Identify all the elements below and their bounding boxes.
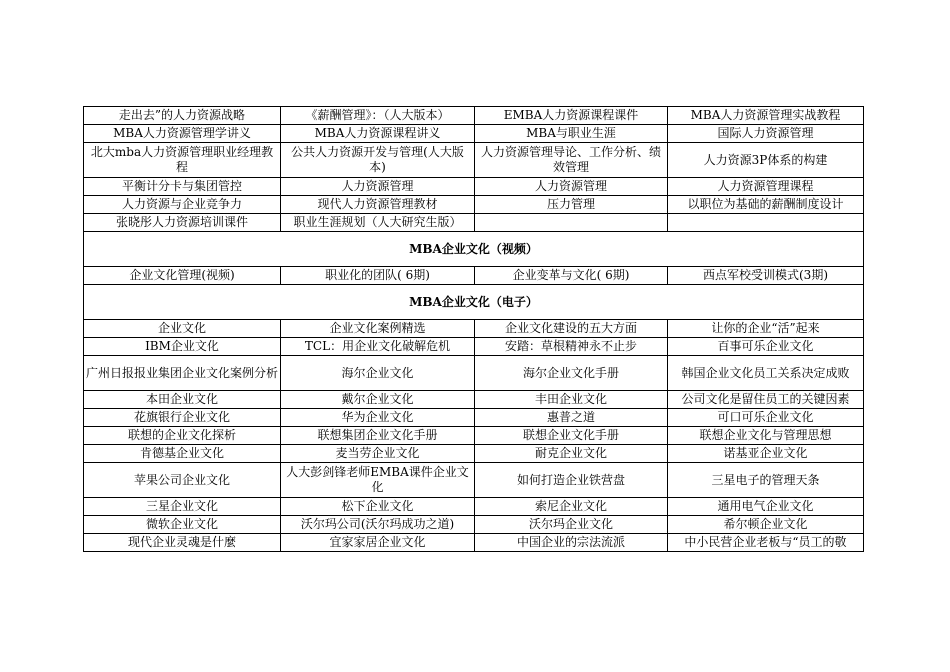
table-cell: 公共人力资源开发与管理(人大版本) — [281, 143, 475, 178]
table-cell: 企业文化 — [84, 320, 281, 338]
table-cell: TCL：用企业文化破解危机 — [281, 338, 475, 356]
table-cell: 耐克企业文化 — [475, 445, 668, 463]
table-cell: 本田企业文化 — [84, 391, 281, 409]
section-title-ebook: MBA企业文化（电子） — [84, 285, 864, 320]
table-cell: 人力资源3P体系的构建 — [668, 143, 864, 178]
table-cell: 三星电子的管理天条 — [668, 463, 864, 498]
table-cell: 职业生涯规划（人大研究生版） — [281, 214, 475, 232]
table-cell: 安踏：草根精神永不止步 — [475, 338, 668, 356]
table-cell: 三星企业文化 — [84, 498, 281, 516]
table-row — [84, 214, 864, 232]
table-cell: 惠普之道 — [475, 409, 668, 427]
table-cell: 人大彭剑锋老师EMBA课件企业文化 — [281, 463, 475, 498]
table-cell: 麦当劳企业文化 — [281, 445, 475, 463]
table-cell: 海尔企业文化手册 — [475, 356, 668, 391]
table-cell: 平衡计分卡与集团管控 — [84, 178, 281, 196]
table-cell: 北大mba人力资源管理职业经理教程 — [84, 143, 281, 178]
table-row — [84, 107, 864, 125]
table-cell: MBA人力资源课程讲义 — [281, 125, 475, 143]
table-cell: 人力资源管理 — [281, 178, 475, 196]
section-header-row — [84, 285, 864, 320]
table-cell: 职业化的团队( 6期) — [281, 267, 475, 285]
table-cell: 西点军校受训模式(3期) — [668, 267, 864, 285]
table-row — [84, 427, 864, 445]
table-cell: 压力管理 — [475, 196, 668, 214]
table-cell: 人力资源管理课程 — [668, 178, 864, 196]
table-row — [84, 338, 864, 356]
table-cell: 希尔顿企业文化 — [668, 516, 864, 534]
table-cell: 广州日报报业集团企业文化案例分析 — [84, 356, 281, 391]
table-cell: 宜家家居企业文化 — [281, 534, 475, 552]
table-cell: 花旗银行企业文化 — [84, 409, 281, 427]
table-cell: 苹果公司企业文化 — [84, 463, 281, 498]
table-cell: 华为企业文化 — [281, 409, 475, 427]
table-cell: 以职位为基础的薪酬制度设计 — [668, 196, 864, 214]
table-cell: 《薪酬管理》：（人大版本） — [281, 107, 475, 125]
table-cell — [668, 214, 864, 232]
table-cell: 戴尔企业文化 — [281, 391, 475, 409]
table-cell: 人力资源与企业竞争力 — [84, 196, 281, 214]
table-cell: 公司文化是留住员工的关键因素 — [668, 391, 864, 409]
table-cell: 企业文化案例精选 — [281, 320, 475, 338]
table-row — [84, 143, 864, 178]
table-row — [84, 125, 864, 143]
table-cell: MBA人力资源管理实战教程 — [668, 107, 864, 125]
table-cell: 企业文化建设的五大方面 — [475, 320, 668, 338]
table-cell: 联想企业文化与管理思想 — [668, 427, 864, 445]
table-cell: 张晓彤人力资源培训课件 — [84, 214, 281, 232]
section-header-row — [84, 232, 864, 267]
table-cell: 企业变革与文化( 6期) — [475, 267, 668, 285]
table-cell: 丰田企业文化 — [475, 391, 668, 409]
table-cell: MBA与职业生涯 — [475, 125, 668, 143]
section-title-video: MBA企业文化（视频） — [84, 232, 864, 267]
table-cell: 人力资源管理 — [475, 178, 668, 196]
table-cell: MBA人力资源管理学讲义 — [84, 125, 281, 143]
table-cell: 通用电气企业文化 — [668, 498, 864, 516]
table-cell: 肯德基企业文化 — [84, 445, 281, 463]
table-cell: 让你的企业“活”起来 — [668, 320, 864, 338]
table-row — [84, 196, 864, 214]
table-cell: 现代企业灵魂是什麼 — [84, 534, 281, 552]
table-row — [84, 267, 864, 285]
table-cell: 联想的企业文化探析 — [84, 427, 281, 445]
table-cell: 联想集团企业文化手册 — [281, 427, 475, 445]
table-cell: 海尔企业文化 — [281, 356, 475, 391]
table-cell: 如何打造企业铁营盘 — [475, 463, 668, 498]
table-cell: 走出去”的人力资源战略 — [84, 107, 281, 125]
table-row — [84, 534, 864, 552]
table-row — [84, 498, 864, 516]
table-cell: IBM企业文化 — [84, 338, 281, 356]
table-row — [84, 178, 864, 196]
table-row — [84, 409, 864, 427]
table-cell — [475, 214, 668, 232]
table-cell: 索尼企业文化 — [475, 498, 668, 516]
table-cell: 人力资源管理导论、工作分析、绩效管理 — [475, 143, 668, 178]
table-cell: 沃尔玛企业文化 — [475, 516, 668, 534]
table-row — [84, 356, 864, 391]
table-cell: 企业文化管理(视频) — [84, 267, 281, 285]
table-cell: 现代人力资源管理教材 — [281, 196, 475, 214]
table-cell: 韩国企业文化员工关系决定成败 — [668, 356, 864, 391]
table-cell: EMBA人力资源课程课件 — [475, 107, 668, 125]
table-row — [84, 463, 864, 498]
table-row — [84, 445, 864, 463]
table-cell: 沃尔玛公司(沃尔玛成功之道) — [281, 516, 475, 534]
table-cell: 诺基亚企业文化 — [668, 445, 864, 463]
table-cell: 微软企业文化 — [84, 516, 281, 534]
course-table — [83, 106, 864, 552]
table-cell: 国际人力资源管理 — [668, 125, 864, 143]
table-cell: 百事可乐企业文化 — [668, 338, 864, 356]
table-row — [84, 320, 864, 338]
table-row — [84, 516, 864, 534]
table-cell: 中国企业的宗法流派 — [475, 534, 668, 552]
table-cell: 中小民营企业老板与“员工的敬 — [668, 534, 864, 552]
table-cell: 松下企业文化 — [281, 498, 475, 516]
table-cell: 联想企业文化手册 — [475, 427, 668, 445]
table-row — [84, 391, 864, 409]
table-cell: 可口可乐企业文化 — [668, 409, 864, 427]
